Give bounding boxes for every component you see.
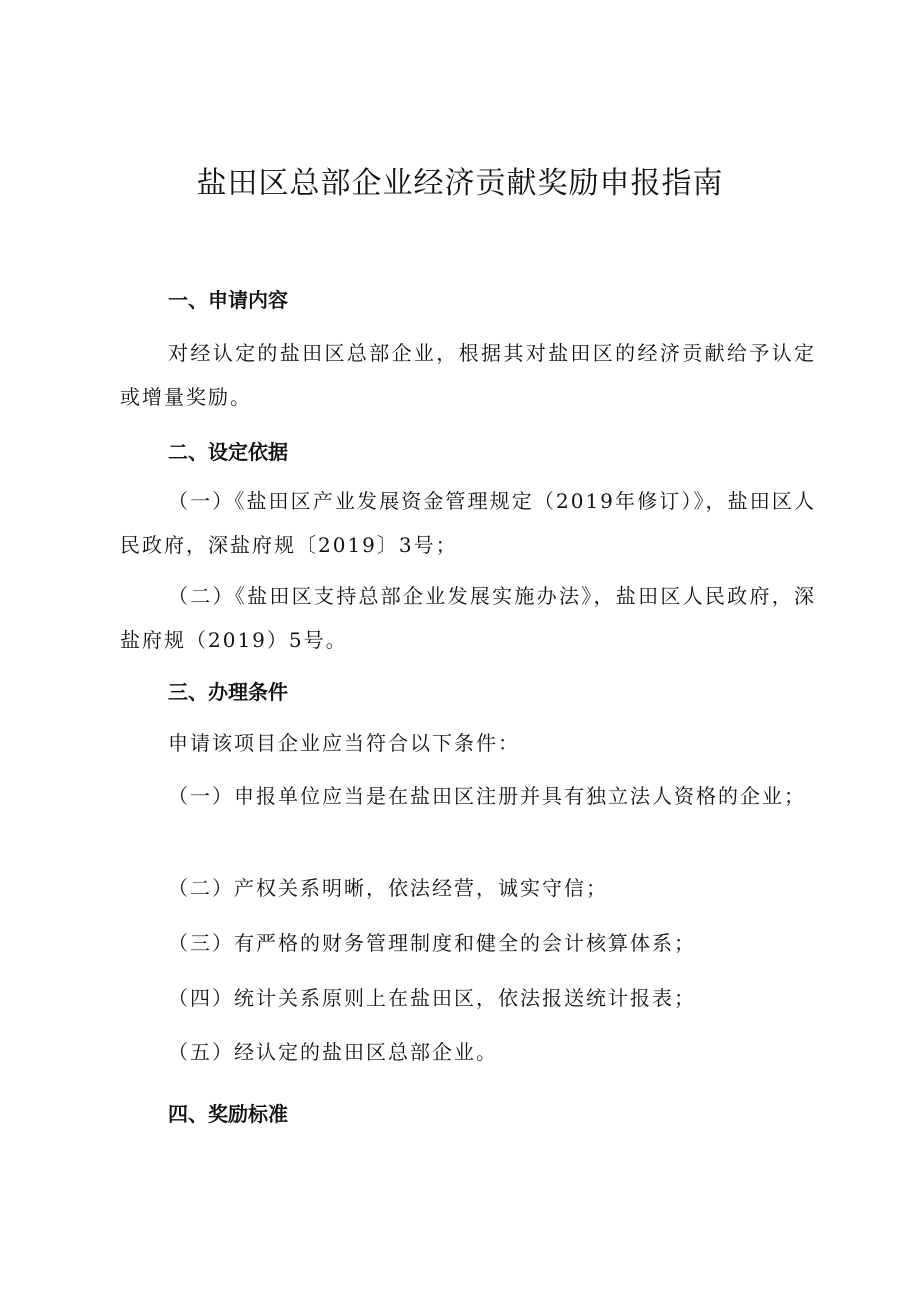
paragraph-conditions-intro: 申请该项目企业应当符合以下条件： xyxy=(168,731,520,755)
paragraph-legal-basis-1: （一）《盐田区产业发展资金管理规定（2019年修订）》，盐田区人民政府，深盐府规〔2019〕3号； xyxy=(120,489,816,557)
paragraph-condition-5: （五）经认定的盐田区总部企业。 xyxy=(168,1040,498,1064)
paragraph-condition-3: （三）有严格的财务管理制度和健全的会计核算体系； xyxy=(168,931,696,955)
document-title: 盐田区总部企业经济贡献奖励申报指南 xyxy=(196,166,724,201)
paragraph-condition-4: （四）统计关系原则上在盐田区，依法报送统计报表； xyxy=(168,986,696,1010)
paragraph-application-content: 对经认定的盐田区总部企业，根据其对盐田区的经济贡献给予认定或增量奖励。 xyxy=(120,341,816,409)
section-heading-conditions: 三、办理条件 xyxy=(168,680,288,704)
paragraph-condition-2: （二）产权关系明晰，依法经营，诚实守信； xyxy=(168,876,608,900)
section-heading-reward-standard: 四、奖励标准 xyxy=(168,1102,288,1126)
paragraph-condition-1: （一）申报单位应当是在盐田区注册并具有独立法人资格的企业； xyxy=(168,784,806,808)
paragraph-legal-basis-2: （二）《盐田区支持总部企业发展实施办法》，盐田区人民政府，深盐府规（2019）5号。 xyxy=(120,584,816,652)
section-heading-legal-basis: 二、设定依据 xyxy=(168,440,288,464)
section-heading-application-content: 一、申请内容 xyxy=(168,288,288,312)
